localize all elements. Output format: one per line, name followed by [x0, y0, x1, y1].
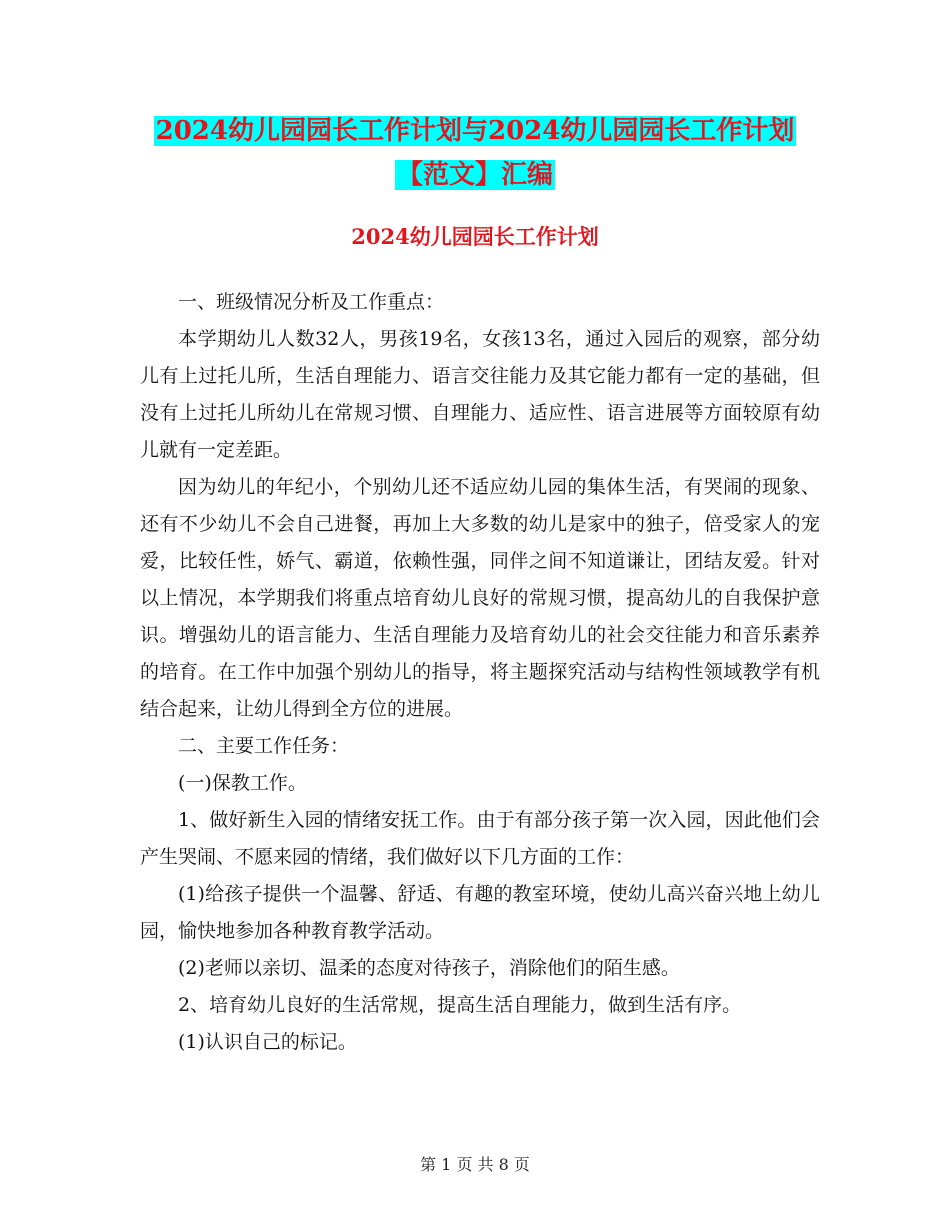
document-body: [140, 284, 820, 1061]
document-title-line-2: [0, 156, 950, 194]
document-title-highlight-2: 【范文】汇编: [396, 160, 553, 190]
section-title: 2024幼儿园园长工作计划: [351, 224, 599, 249]
paragraph: (1)给孩子提供一个温馨、舒适、有趣的教室环境，使幼儿高兴奋兴地上幼儿园，愉快地参加各种教育教学活动。: [140, 883, 820, 942]
paragraph: 本学期幼儿人数32人，男孩19名，女孩13名，通过入园后的观察，部分幼儿有上过托儿所，生活自理能力、语言交往能力及其它能力都有一定的基础，但没有上过托儿所幼儿在常规习惯、自理能力、适应性、语言进展等方面较原有幼儿就有一定差距。: [140, 328, 820, 461]
paragraph: (2)老师以亲切、温柔的态度对待孩子，消除他们的陌生感。: [178, 957, 680, 979]
document-title-line-1: [0, 112, 950, 150]
paragraph: (一)保教工作。: [178, 772, 307, 794]
document-title-highlight-1: 2024幼儿园园长工作计划与2024幼儿园园长工作计划: [155, 116, 795, 146]
paragraph: (1)认识自己的标记。: [178, 1031, 357, 1053]
paragraph: 1、做好新生入园的情绪安抚工作。由于有部分孩子第一次入园，因此他们会产生哭闹、不愿来园的情绪，我们做好以下几方面的工作：: [140, 809, 820, 868]
page-footer: 第 1 页 共 8 页: [420, 1155, 530, 1174]
paragraph: 二、主要工作任务：: [178, 735, 350, 757]
paragraph: 一、班级情况分析及工作重点：: [178, 291, 445, 313]
paragraph: 因为幼儿的年纪小，个别幼儿还不适应幼儿园的集体生活，有哭闹的现象、还有不少幼儿不会自己进餐，再加上大多数的幼儿是家中的独子，倍受家人的宠爱，比较任性，娇气、霸道，依赖性强，同伴之间不知道谦让，团结友爱。针对以上情况，本学期我们将重点培育幼儿良好的常规习惯，提高幼儿的自我保护意识。增强幼儿的语言能力、生活自理能力及培育幼儿的社会交往能力和音乐素养的培育。在工作中加强个别幼儿的指导，将主题探究活动与结构性领域教学有机结合起来，让幼儿得到全方位的进展。: [140, 476, 820, 720]
paragraph: 2、培育幼儿良好的生活常规，提高生活自理能力，做到生活有序。: [178, 994, 742, 1016]
